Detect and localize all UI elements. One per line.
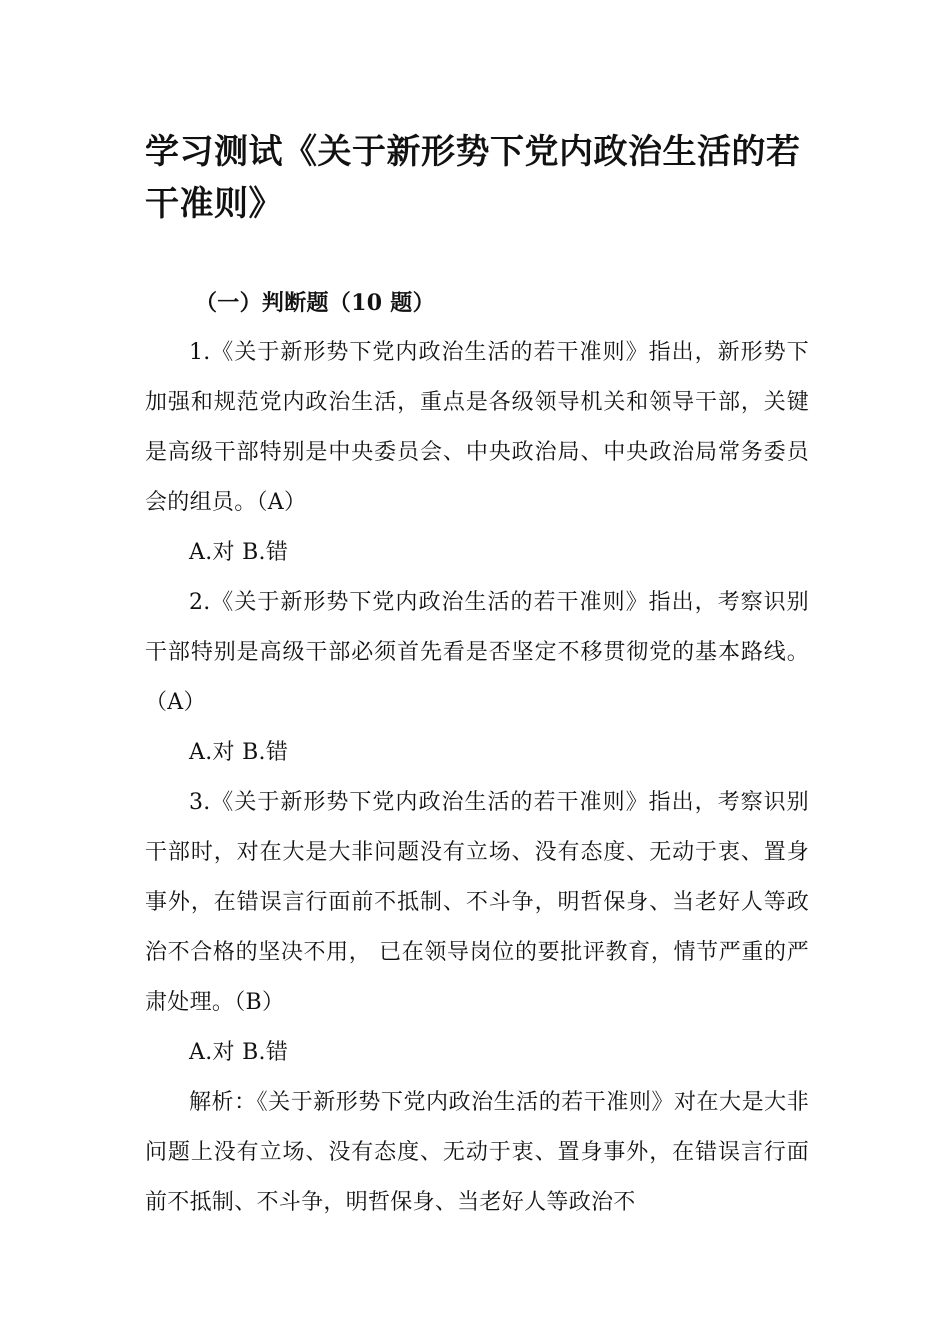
question-3-options: A.对 B.错: [189, 1040, 289, 1065]
question-3: 3.《关于新形势下党内政治生活的若干准则》指出，考察识别干部时，对在大是大非问题没有立场、没有态度、无动于衷、置身事外，在错误言行面前不抵制、不斗争，明哲保身、当老好人等政治不合格的坚决不用， 已在领导岗位的要批评教育，情节严重的严肃处理。（B）: [145, 790, 809, 1015]
section-heading: （一）判断题（10 题）: [195, 290, 435, 316]
question-2: 2.《关于新形势下党内政治生活的若干准则》指出，考察识别干部特别是高级干部必须首先看是否坚定不移贯彻党的基本路线。（A）: [145, 590, 809, 715]
document-body: [145, 278, 809, 1228]
document-title: 学习测试《关于新形势下党内政治生活的若干准则》: [145, 132, 801, 224]
question-1-options: A.对 B.错: [189, 540, 289, 565]
question-3-explanation: 解析：《关于新形势下党内政治生活的若干准则》对在大是大非问题上没有立场、没有态度、无动于衷、置身事外，在错误言行面前不抵制、不斗争，明哲保身、当老好人等政治不: [145, 1090, 809, 1215]
question-2-options: A.对 B.错: [189, 740, 289, 765]
question-1: 1.《关于新形势下党内政治生活的若干准则》指出，新形势下加强和规范党内政治生活，重点是各级领导机关和领导干部，关键是高级干部特别是中央委员会、中央政治局、中央政治局常务委员会的组员。（A）: [145, 340, 809, 515]
